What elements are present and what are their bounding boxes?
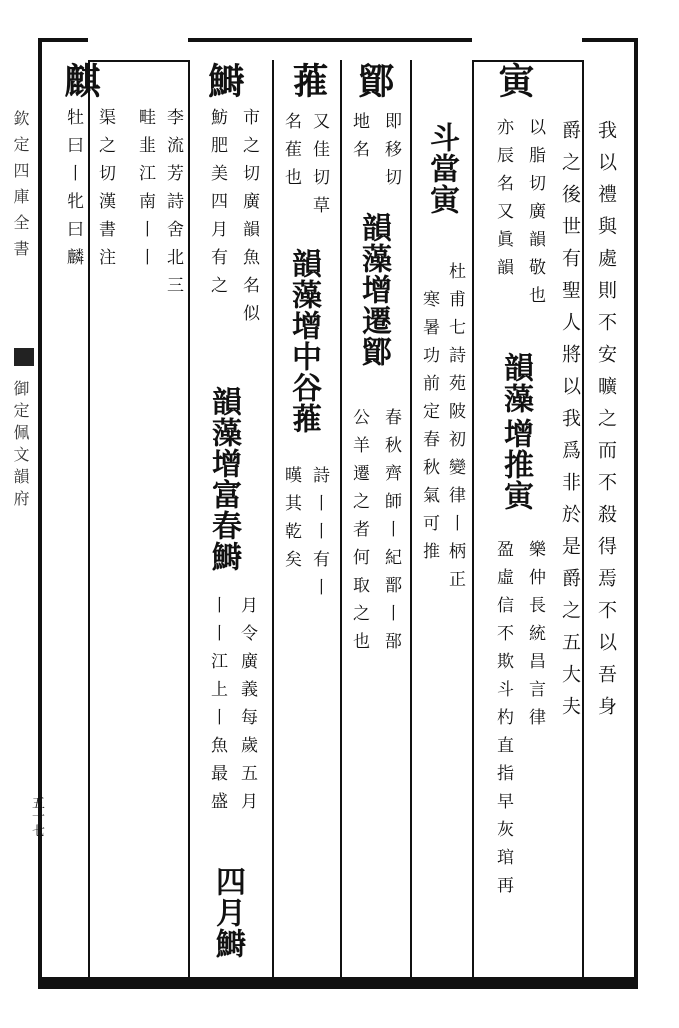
entry-mao-line-1: 即移切 <box>381 112 401 196</box>
column-rule <box>340 60 342 978</box>
column-rule <box>472 60 474 978</box>
column-rule <box>582 60 584 978</box>
column-rule <box>188 60 190 978</box>
entry-yin-line-1: 以脂切廣韻敬也 <box>525 118 545 314</box>
entry-shi-note-2: 丨丨江上丨魚最盛 <box>207 596 227 820</box>
entry-yin-note-2: 盈虛信不欺斗杓直指早灰琯再 <box>493 540 513 904</box>
entry-yin-line-2: 亦辰名又眞韻 <box>493 118 513 286</box>
entry-doudang-line-2: 寒暑功前定春秋氣可推 <box>419 290 439 570</box>
entry-zhui-line-1: 又佳切草 <box>309 112 329 224</box>
margin-book-title: 欽定四庫全書 <box>11 110 30 266</box>
entry-mao-line-2: 地名 <box>349 112 369 168</box>
column-rule <box>272 60 274 978</box>
frame-notch <box>472 36 582 60</box>
column-rule <box>88 60 90 978</box>
entry-zhui-note-1: 詩丨丨有丨 <box>309 466 329 606</box>
entry-shi-line-1: 市之切廣韻魚名似 <box>239 108 259 332</box>
fish-tail-mark <box>14 348 34 366</box>
mid-line-2: 畦韭江南丨丨 <box>135 108 155 276</box>
entry-shi-phrase-2: 四月鰣 <box>210 866 245 959</box>
entry-zhui-note-2: 暵其乾矣 <box>281 466 301 578</box>
entry-doudang-phrase: 斗當寅 <box>424 122 459 215</box>
entry-zhui-line-2: 名萑也 <box>281 112 301 196</box>
frame-bottom-bar <box>38 977 638 989</box>
headword-mao: 鄮 <box>353 62 395 100</box>
entry-yin-phrase: 增推寅 <box>498 418 533 511</box>
entry-zhui-phrase: 韻藻增中谷蓷 <box>286 248 321 434</box>
headword-qi: 麒 <box>59 62 101 100</box>
entry-yin-rhyme-mark: 韻藻 <box>498 352 533 414</box>
entry-mao-note-1: 春秋齊師丨紀鄑丨郚 <box>381 408 401 660</box>
margin-book-subtitle: 御定佩文韻府 <box>11 380 30 512</box>
entry-mao-phrase: 韻藻增遷鄮 <box>356 212 391 367</box>
headword-shi: 鰣 <box>203 62 245 100</box>
entry-shi-phrase: 韻藻增富春鰣 <box>206 386 241 572</box>
column-rule <box>410 60 412 978</box>
entry-shi-note-1: 月令廣義每歲五月 <box>237 596 257 820</box>
entry-shi-line-2: 魴肥美四月有之 <box>207 108 227 304</box>
mid-line-1: 李流芳詩舍北三 <box>163 108 183 304</box>
frame-notch <box>88 36 188 60</box>
headword-yin: 寅 <box>493 62 535 100</box>
entry-qi-line-2: 牡曰丨牝曰麟 <box>63 108 83 276</box>
frame-rule <box>88 60 188 62</box>
continuation-line-1: 我以禮與處則不安曠之而不殺得焉不以吾身 <box>595 120 617 728</box>
page-number: 五十七 <box>29 796 44 838</box>
entry-qi-line-1: 渠之切漢書注 <box>95 108 115 276</box>
entry-mao-note-2: 公羊遷之者何取之也 <box>349 408 369 660</box>
page-frame <box>38 38 638 988</box>
entry-yin-note-1: 樂仲長統昌言律 <box>525 540 545 736</box>
headword-zhui: 蓷 <box>287 62 329 100</box>
entry-doudang-line-1: 杜甫七詩苑陂初變律丨柄正 <box>445 262 465 598</box>
continuation-line-2: 爵之後世有聖人將以我爲非於是爵之五大夫 <box>559 120 581 728</box>
